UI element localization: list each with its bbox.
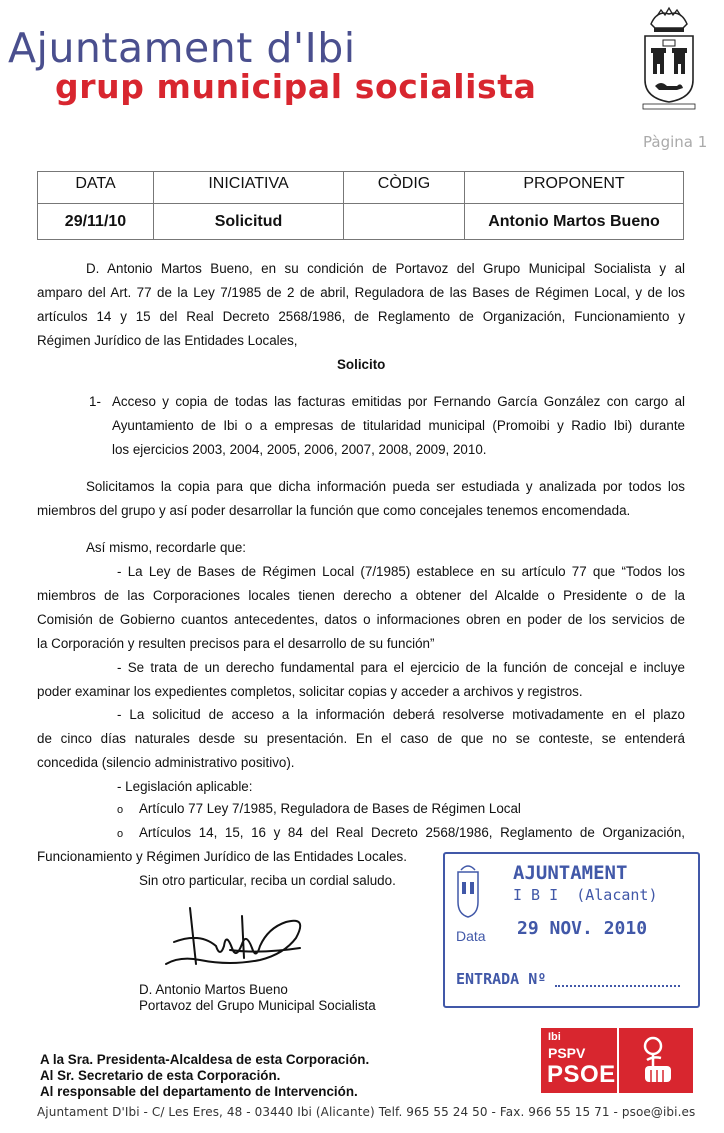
footer-address: Ajuntament D'Ibi - C/ Les Eres, 48 - 03440 Ibi (Alicante) Telf. 965 55 24 50 - Fax. 966 55 15 71 - psoe@ibi.es	[37, 1105, 696, 1119]
intro-line: amparo del Art. 77 de la Ley 7/1985 de 2 de abril, Reguladora de las Bases de Régimen Local, y de los	[37, 285, 685, 300]
bullet-line: miembros de las Corporaciones locales tienen derecho a obtener del Alcalde o Presidente o de la	[37, 588, 685, 603]
bullet-line: de cinco días naturales desde su presentación. En el caso de que no se conteste, se entenderá	[37, 731, 685, 746]
stamp-title: AJUNTAMENT	[513, 862, 628, 884]
col-proponent-header: PROPONENT	[465, 172, 684, 204]
bullet-line: poder examinar los expedientes completos, solicitar copias y acceder a archivos y registros.	[37, 684, 583, 699]
handwritten-signature	[160, 902, 310, 974]
purpose-line: miembros del grupo y así poder desarrollar la función que como concejales tenemos encomendada.	[37, 503, 631, 518]
col-iniciativa-header: INICIATIVA	[154, 172, 344, 204]
recipient-line: Al Sr. Secretario de esta Corporación.	[40, 1068, 281, 1083]
logo-ibi: Ibi	[548, 1031, 561, 1043]
logo-psoe: PSOE	[547, 1061, 616, 1088]
col-data-header: DATA	[38, 172, 154, 204]
item-line: Acceso y copia de todas las facturas emitidas por Fernando García González con cargo al	[112, 394, 685, 409]
legislation-item: Funcionamiento y Régimen Jurídico de las Entidades Locales.	[37, 849, 407, 864]
stamp-entrada: ENTRADA Nº	[456, 970, 547, 988]
purpose-line: Solicitamos la copia para que dicha información pueda ser estudiada y analizada por todos los	[86, 479, 685, 494]
bullet-line: la Corporación y resulten precisos para el desarrollo de su función”	[37, 636, 435, 651]
item-number: 1-	[89, 394, 101, 409]
col-codig-header: CÒDIG	[344, 172, 465, 204]
stamp-date: 29 NOV. 2010	[517, 918, 648, 939]
stamp-data-label: Data	[456, 928, 486, 944]
org-title: Ajuntament d'Ibi	[8, 24, 356, 72]
document-info-table	[37, 171, 684, 240]
stamp-entry-line	[555, 985, 680, 987]
item-line: Ayuntamiento de Ibi o a empresas de titularidad municipal (Promoibi y Radio Ibi) durante	[112, 418, 685, 433]
circle-bullet-icon: o	[117, 804, 124, 816]
legislation-item: Artículo 77 Ley 7/1985, Reguladora de Bases de Régimen Local	[139, 801, 521, 816]
recipient-line: Al responsable del departamento de Intervención.	[40, 1084, 358, 1099]
signatory-role: Portavoz del Grupo Municipal Socialista	[139, 998, 376, 1013]
bullet-line: Comisión de Gobierno cuantos antecedentes, datos o informaciones obren en poder de los servicios de	[37, 612, 685, 627]
group-title: grup municipal socialista	[55, 67, 537, 106]
page-number: Pàgina 1	[643, 133, 708, 151]
bullet-line: concedida (silencio administrativo positivo).	[37, 755, 295, 770]
stamp-coat-of-arms-icon	[455, 862, 481, 920]
fist-and-rose-icon	[633, 1034, 685, 1088]
intro-line: D. Antonio Martos Bueno, en su condición de Portavoz del Grupo Municipal Socialista y al	[86, 261, 685, 276]
intro-line: Régimen Jurídico de las Entidades Locales,	[37, 333, 298, 348]
circle-bullet-icon: o	[117, 828, 124, 840]
iniciativa-value: Solicitud	[154, 204, 344, 240]
proponent-value: Antonio Martos Bueno	[465, 204, 684, 240]
codig-value	[344, 204, 465, 240]
signatory-name: D. Antonio Martos Bueno	[139, 982, 288, 997]
intro-line: artículos 14 y 15 del Real Decreto 2568/1986, de Reglamento de Organización, Funcionamiento y	[37, 309, 685, 324]
entry-stamp	[443, 852, 700, 1008]
item-line: los ejercicios 2003, 2004, 2005, 2006, 2007, 2008, 2009, 2010.	[112, 442, 487, 457]
legislation-item: Artículos 14, 15, 16 y 84 del Real Decreto 2568/1986, Reglamento de Organización,	[139, 825, 685, 840]
stamp-place: I B I (Alacant)	[513, 886, 658, 904]
solicito-heading: Solicito	[337, 357, 386, 372]
bullet-line: - La Ley de Bases de Régimen Local (7/1985) establece en su artículo 77 que “Todos los	[117, 564, 685, 579]
bullet-line: - Legislación aplicable:	[117, 779, 253, 794]
data-value: 29/11/10	[38, 204, 154, 240]
bullet-line: - Se trata de un derecho fundamental para el ejercicio de la función de concejal e incluye	[117, 660, 685, 675]
asimismo-line: Así mismo, recordarle que:	[86, 540, 247, 555]
closing-line: Sin otro particular, reciba un cordial saludo.	[139, 873, 396, 888]
bullet-line: - La solicitud de acceso a la información deberá resolverse motivadamente en el plazo	[117, 707, 685, 722]
pspv-psoe-logo	[541, 1028, 693, 1093]
logo-divider	[617, 1028, 619, 1093]
recipient-line: A la Sra. Presidenta-Alcaldesa de esta Corporación.	[40, 1052, 370, 1067]
logo-pspv: PSPV	[548, 1045, 586, 1061]
ibi-coat-of-arms-icon	[637, 6, 701, 118]
